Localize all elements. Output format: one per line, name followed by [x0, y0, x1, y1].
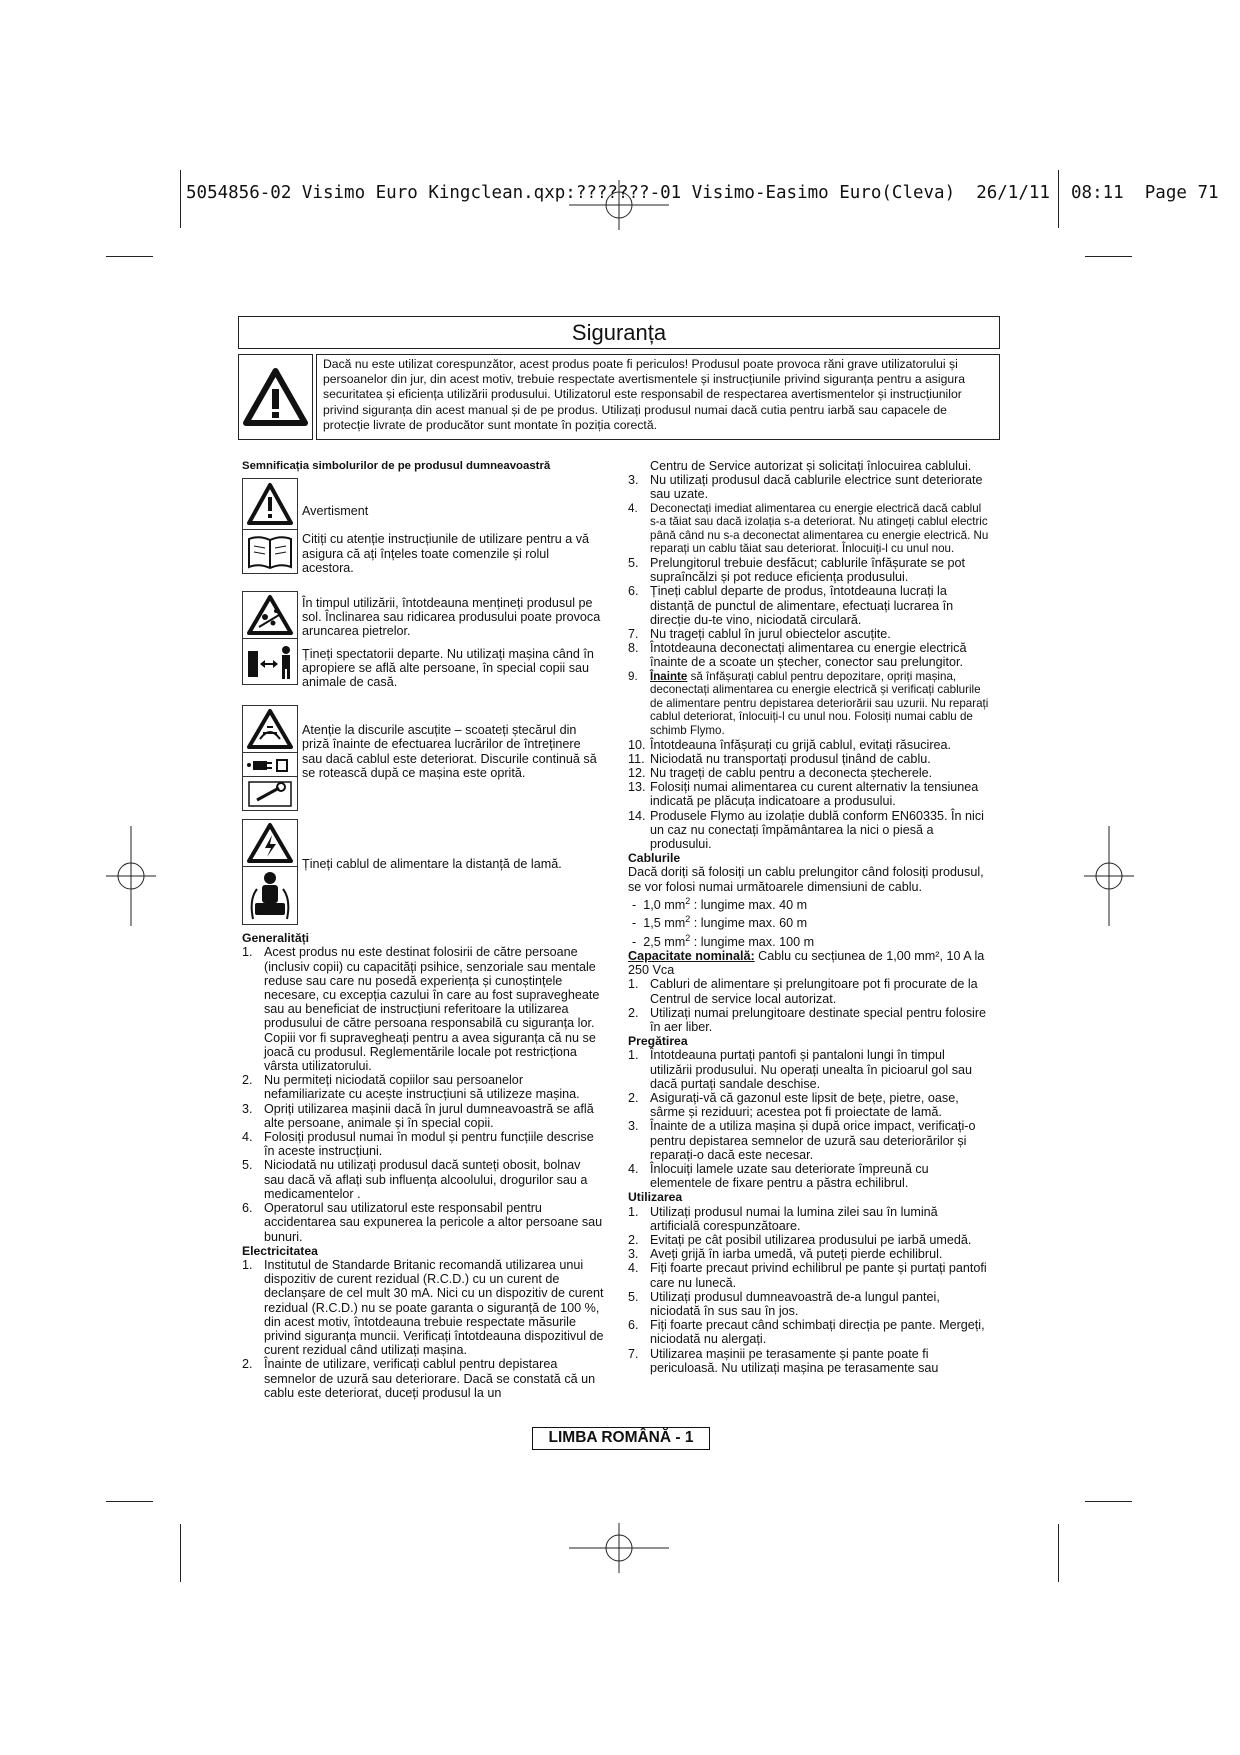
right-column [628, 459, 990, 1375]
list-item: 14. Produsele Flymo au izolație dublă conform EN60335. În nici un caz nu conectați împământarea la nici o piesă a produsului. [628, 808, 984, 851]
symbol-group-4 [242, 819, 604, 925]
use-heading: Utilizarea [628, 1190, 683, 1205]
cables-list [628, 977, 990, 1034]
general-list [242, 945, 604, 1243]
warning-panel [238, 354, 1000, 440]
list-item: 3. Înainte de a utiliza mașina și după orice impact, verificați-o pentru depistarea semnelor de uzură sau deteriorărilor și reparați-o dacă este necesar. [628, 1119, 976, 1162]
print-slug: 5054856-02 Visimo Euro Kingclean.qxp:???????-01 Visimo-Easimo Euro(Cleva) 26/1/11 08:11 Page 71 [186, 183, 1219, 203]
list-item: 5. Utilizați produsul dumneavoastră de-a lungul pantei, niciodată în sus sau în jos. [628, 1289, 940, 1319]
list-item: 7. Nu trageți cablul în jurul obiectelor ascuțite. [628, 627, 891, 641]
list-item: 2. Nu permiteți niciodată copiilor sau persoanelor nefamiliarizate cu acește instrucțiuni să utilizeze mașina. [242, 1073, 580, 1102]
list-item: 12. Nu trageți de cablu pentru a deconecta ștecherele. [628, 765, 933, 780]
symbol-group-2 [242, 591, 604, 697]
prep-list [628, 1048, 990, 1190]
keep-bystanders-away-icon [242, 639, 298, 685]
symbol-text-sharp-blades: Atenție la discurile ascuțite – scoateți ștecărul din priză înainte de efectuarea lucrărilor de întreținere sau dacă cablul este deteriorat. Discurile continuă să se rotească după ce mașina este oprită. [302, 723, 597, 780]
warning-icon [238, 354, 313, 440]
list-item: 2. Asigurați-vă că gazonul este lipsit de bețe, pietre, oase, sârme și reziduuri; acestea pot fi proiectate de lamă. [628, 1091, 959, 1120]
list-item: 2. Evitați pe cât posibil utilizarea produsului pe iarbă umedă. [628, 1233, 972, 1248]
symbol-text-read-manual: Citiți cu atenție instrucțiunile de utilizare pentru a vă asigura că ați înțeles toate comenzile și rolul acestora. [302, 532, 590, 575]
list-item: - 1,5 $mm^2$ : lungime max. 60 m [632, 914, 808, 931]
left-column [242, 459, 604, 1400]
list-item: 1. Acest produs nu este destinat folosirii de către persoane (inclusiv copii) cu capacități psihice, senzoriale sau mentale reduse sau care nu posedă experiența și cunoștințele necesare, cu excepția cazului în care au fost supravegheate sau au beneficiat de instrucțiuni referitoare la utilizarea produsului de către persoana responsabilă cu siguranța lor. Copiii vor fi supravegheați pentru a avea siguranța că nu se joacă cu produsul. Reglementările locale pot restricționa vârsta utilizatorului. [242, 945, 600, 1074]
symbol-text-cable-distance: Țineți cablul de alimentare la distanță de lamă. [302, 857, 562, 872]
electric-hazard-icon [242, 819, 298, 867]
footer-language-label: LIMBA ROMÂNĂ - 1 [532, 1427, 710, 1450]
unplug-icon [242, 753, 298, 777]
symbol-group-1 [242, 478, 604, 583]
electric-list-continued [628, 473, 990, 851]
symbol-group-3 [242, 705, 604, 811]
list-item: 5. Niciodată nu utilizați produsul dacă sunteți obosit, bolnav sau dacă vă aflați sub influența alcoolului, drogurilor sau a medicamentelor . [242, 1158, 588, 1201]
electric-heading: Electricitatea [242, 1243, 318, 1258]
list-item: 10. Întotdeauna înfășurați cu grijă cablul, evitați răsucirea. [628, 737, 952, 752]
list-item: 9. Înainte să înfășurați cablul pentru depozitare, opriți mașina, deconectați alimentarea cu energie electrică și verificați cablurile de alimentare pentru depistarea deteriorării sau uzurii. Nu reparați cablul deteriorat, înlocuiți-l cu unul nou. Folosiți numai cablu de schimb Flymo. [628, 669, 989, 737]
list-item: 5. Prelungitorul trebuie desfăcut; cablurile înfășurate se pot supraîncălzi și pot reduce eficiența produsului. [628, 555, 966, 585]
list-item: 2. Utilizați numai prelungitoare destinate special pentru folosire în aer liber. [628, 1005, 987, 1034]
maintenance-wrench-icon [242, 777, 298, 811]
electric-list [242, 1258, 604, 1400]
symbol-text-keep-on-ground: În timpul utilizării, întotdeauna mențineți produsul pe sol. Înclinarea sau ridicarea produsului poate provoca aruncarea pietrelor. [302, 596, 601, 639]
symbols-heading: Semnificația simbolurilor de pe produsul dumneavoastră [242, 460, 551, 472]
cable-dimensions [628, 894, 990, 949]
electric-continuation: Centru de Service autorizat și solicitați înlocuirea cablului. [650, 459, 972, 473]
registration-mark-left [106, 826, 156, 926]
cables-heading: Cablurile [628, 851, 681, 866]
list-item: 4. Folosiți produsul numai în modul și pentru funcțiile descrise în aceste instrucțiuni. [242, 1130, 594, 1159]
list-item: 11. Niciodată nu transportați produsul ținând de cablu. [628, 751, 931, 766]
list-item: - 2,5 $mm^2$ : lungime max. 100 m [632, 932, 815, 949]
list-item: 1. Cabluri de alimentare și prelungitoare pot fi procurate de la Centrul de service local autorizat. [628, 977, 978, 1006]
list-item: 6. Fiți foarte precaut când schimbați direcția pe pante. Mergeți, niciodată nu alergați. [628, 1318, 985, 1347]
cables-intro: Dacă doriți să folosiți un cablu prelungitor când folosiți produsul, se vor folosi numai următoarele dimensiuni de cablu. [628, 865, 984, 894]
list-item: 6. Operatorul sau utilizatorul este responsabil pentru accidentarea sau expunerea la pericole a altor persoane sau bunuri. [242, 1201, 603, 1244]
list-item: 1. Institutul de Standarde Britanic recomandă utilizarea unui dispozitiv de curent rezidual (R.C.D.) cu un curent de declanșare de cel mult 30 mA. Nici cu un dispozitiv de curent rezidual (R.C.D.) nu se poate garanta o siguranță de 100 %, din acest motiv, întotdeauna trebuie respectate măsurile privind siguranța muncii. Verificați întotdeauna dispozitivul de curent rezidual când utilizați mașina. [242, 1257, 604, 1358]
list-item: 4. Deconectați imediat alimentarea cu energie electrică dacă cablul s-a tăiat sau dacă izolația s-a deteriorat. Nu atingeți cablul electric până când nu s-a deconectat alimentarea cu energie electrică. Nu reparați un cablu tăiat sau deteriorat. Înlocuiți-l cu unul nou. [628, 501, 989, 556]
prep-heading: Pregătirea [628, 1034, 688, 1049]
list-item: 1. Utilizați produsul numai la lumina zilei sau în lumină artificială corespunzătoare. [628, 1204, 938, 1233]
list-item: 3. Nu utilizați produsul dacă cablurile electrice sunt deteriorate sau uzate. [628, 473, 983, 502]
use-list [628, 1205, 990, 1375]
capacity-line: Capacitate nominală: Cablu cu secțiunea de 1,00 mm², 10 A la 250 Vca [628, 948, 985, 978]
page-title: Siguranța [238, 316, 1000, 349]
registration-mark-right [1084, 826, 1134, 926]
list-item: 7. Utilizarea mașinii pe terasamente și pante poate fi periculoasă. Nu utilizați mașina pe terasamente sau [628, 1346, 939, 1375]
manual-book-icon [242, 530, 298, 574]
list-item: 3. Aveți grijă în iarba umedă, vă puteți pierde echilibrul. [628, 1247, 943, 1262]
list-item: 4. Înlocuiți lamele uzate sau deteriorate împreună cu elementele de fixare pentru a păstra echilibrul. [628, 1162, 929, 1191]
flying-stones-icon [242, 591, 298, 639]
sharp-blades-icon [242, 705, 298, 753]
cable-away-from-blade-icon [242, 867, 298, 925]
warning-triangle-icon [242, 478, 298, 530]
symbol-text-warning: Avertisment [302, 504, 369, 519]
list-item: 1. Întotdeauna purtați pantofi și pantaloni lungi în timpul utilizării produsului. Nu operați unealta în picioarul gol sau dacă purtați sandale deschise. [628, 1048, 973, 1091]
list-item: 8. Întotdeauna deconectați alimentarea cu energie electrică înainte de a scoate un ștecher, conector sau prelungitor. [628, 641, 967, 670]
symbol-text-bystanders: Țineți spectatorii departe. Nu utilizați mașina când în apropiere se află alte persoane, în special copii sau animale de casă. [302, 646, 594, 690]
list-item: 2. Înainte de utilizare, verificați cablul pentru depistarea semnelor de uzură sau deteriorare. Dacă se constată că un cablu este deteriorat, duceți produsul la un [242, 1357, 596, 1400]
list-item: - 1,0 $mm^2$ : lungime max. 40 m [632, 895, 808, 912]
list-item: 13. Folosiți numai alimentarea cu curent alternativ la tensiunea indicată pe plăcuța indicatoare a produsului. [628, 780, 979, 809]
list-item: 4. Fiți foarte precaut privind echilibrul pe pante și purtați pantofi care nu lunecă. [628, 1261, 987, 1290]
general-heading: Generalități [242, 931, 310, 946]
warning-text: Dacă nu este utilizat corespunzător, acest produs poate fi periculos! Produsul poate provoca răni grave utilizatorului și persoanelor din jur, din acest motiv, trebuie respectate avertismentele și instrucțiunile privind siguranța pentru a asigura securitatea și eficiența utilizării produsului. Utilizatorul este responsabil de respectarea avertismentelor și instrucțiunilor privind siguranța din acest manual și de pe produs. Utilizați produsul numai dacă cutia pentru iarbă sau capacele de protecție livrate de producător sunt montate în poziția corectă. [316, 354, 1000, 440]
list-item: 3. Opriți utilizarea mașinii dacă în jurul dumneavoastră se află alte persoane, animale și în special copii. [242, 1101, 594, 1130]
list-item: 6. Țineți cablul departe de produs, întotdeauna lucrați la distanță de punctul de alimentare, efectuați lucrarea în direcție du-te vino, niciodată circulară. [628, 584, 954, 627]
registration-mark-bottom [569, 1523, 669, 1573]
